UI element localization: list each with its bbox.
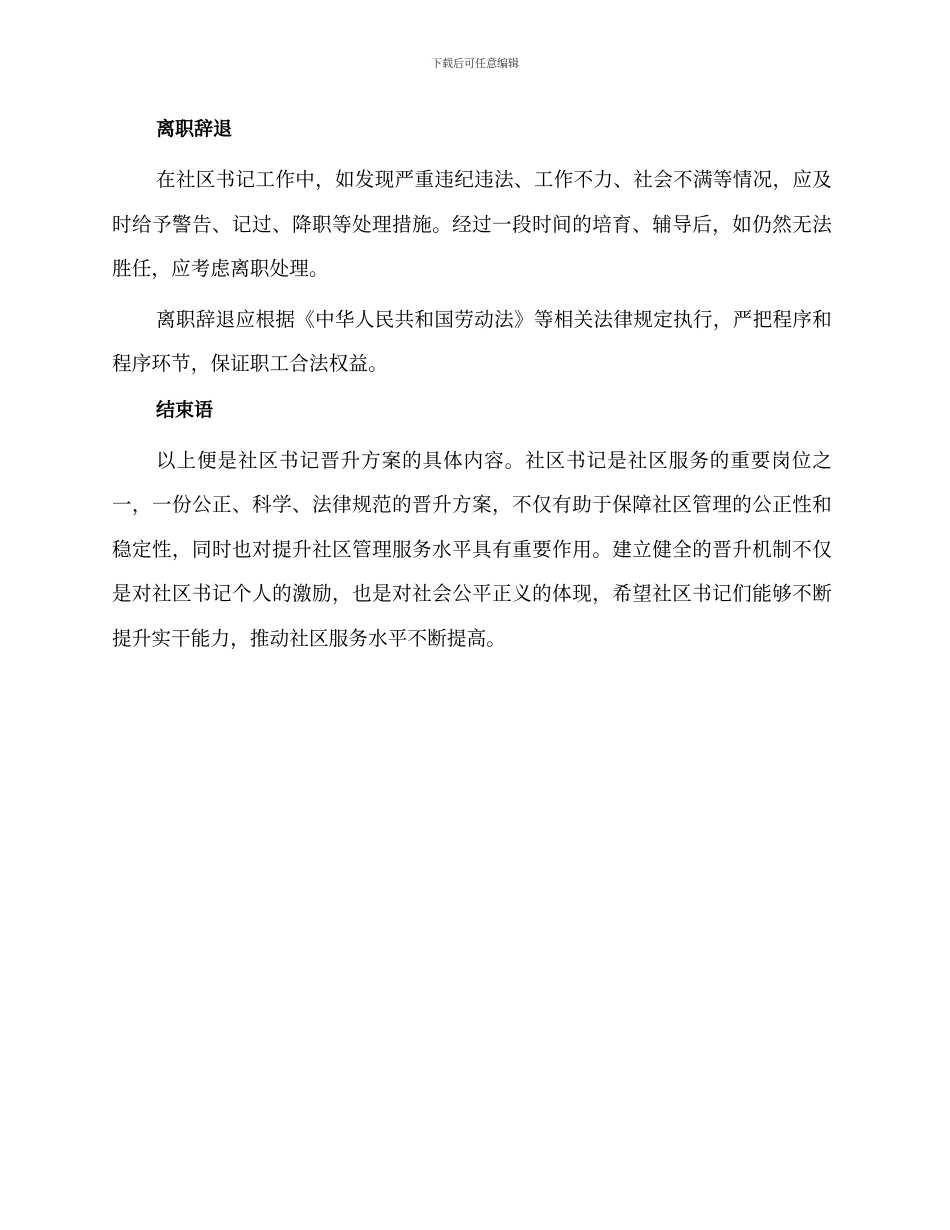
section-heading-resignation: 离职辞退	[156, 118, 233, 140]
section-heading-conclusion: 结束语	[156, 398, 214, 421]
page-header: 下载后可任意编辑	[431, 57, 519, 70]
document-body	[112, 112, 832, 667]
paragraph-conclusion-1: 以上便是社区书记晋升方案的具体内容。社区书记是社区服务的重要岗位之一，一份公正、科学、法律规范的晋升方案，不仅有助于保障社区管理的公正性和稳定性，同时也对提升社区管理服务水平具有重要作用。建立健全的晋升机制不仅是对社区书记个人的激励，也是对社会公平正义的体现，希望社区书记们能够不断提升实干能力，推动社区服务水平不断提高。	[112, 448, 832, 650]
paragraph-resignation-1: 在社区书记工作中，如发现严重违纪违法、工作不力、社会不满等情况，应及时给予警告、记过、降职等处理措施。经过一段时间的培育、辅导后，如仍然无法胜任，应考虑离职处理。	[112, 168, 832, 280]
paragraph-resignation-2: 离职辞退应根据《中华人民共和国劳动法》等相关法律规定执行，严把程序和程序环节，保证职工合法权益。	[112, 307, 832, 375]
